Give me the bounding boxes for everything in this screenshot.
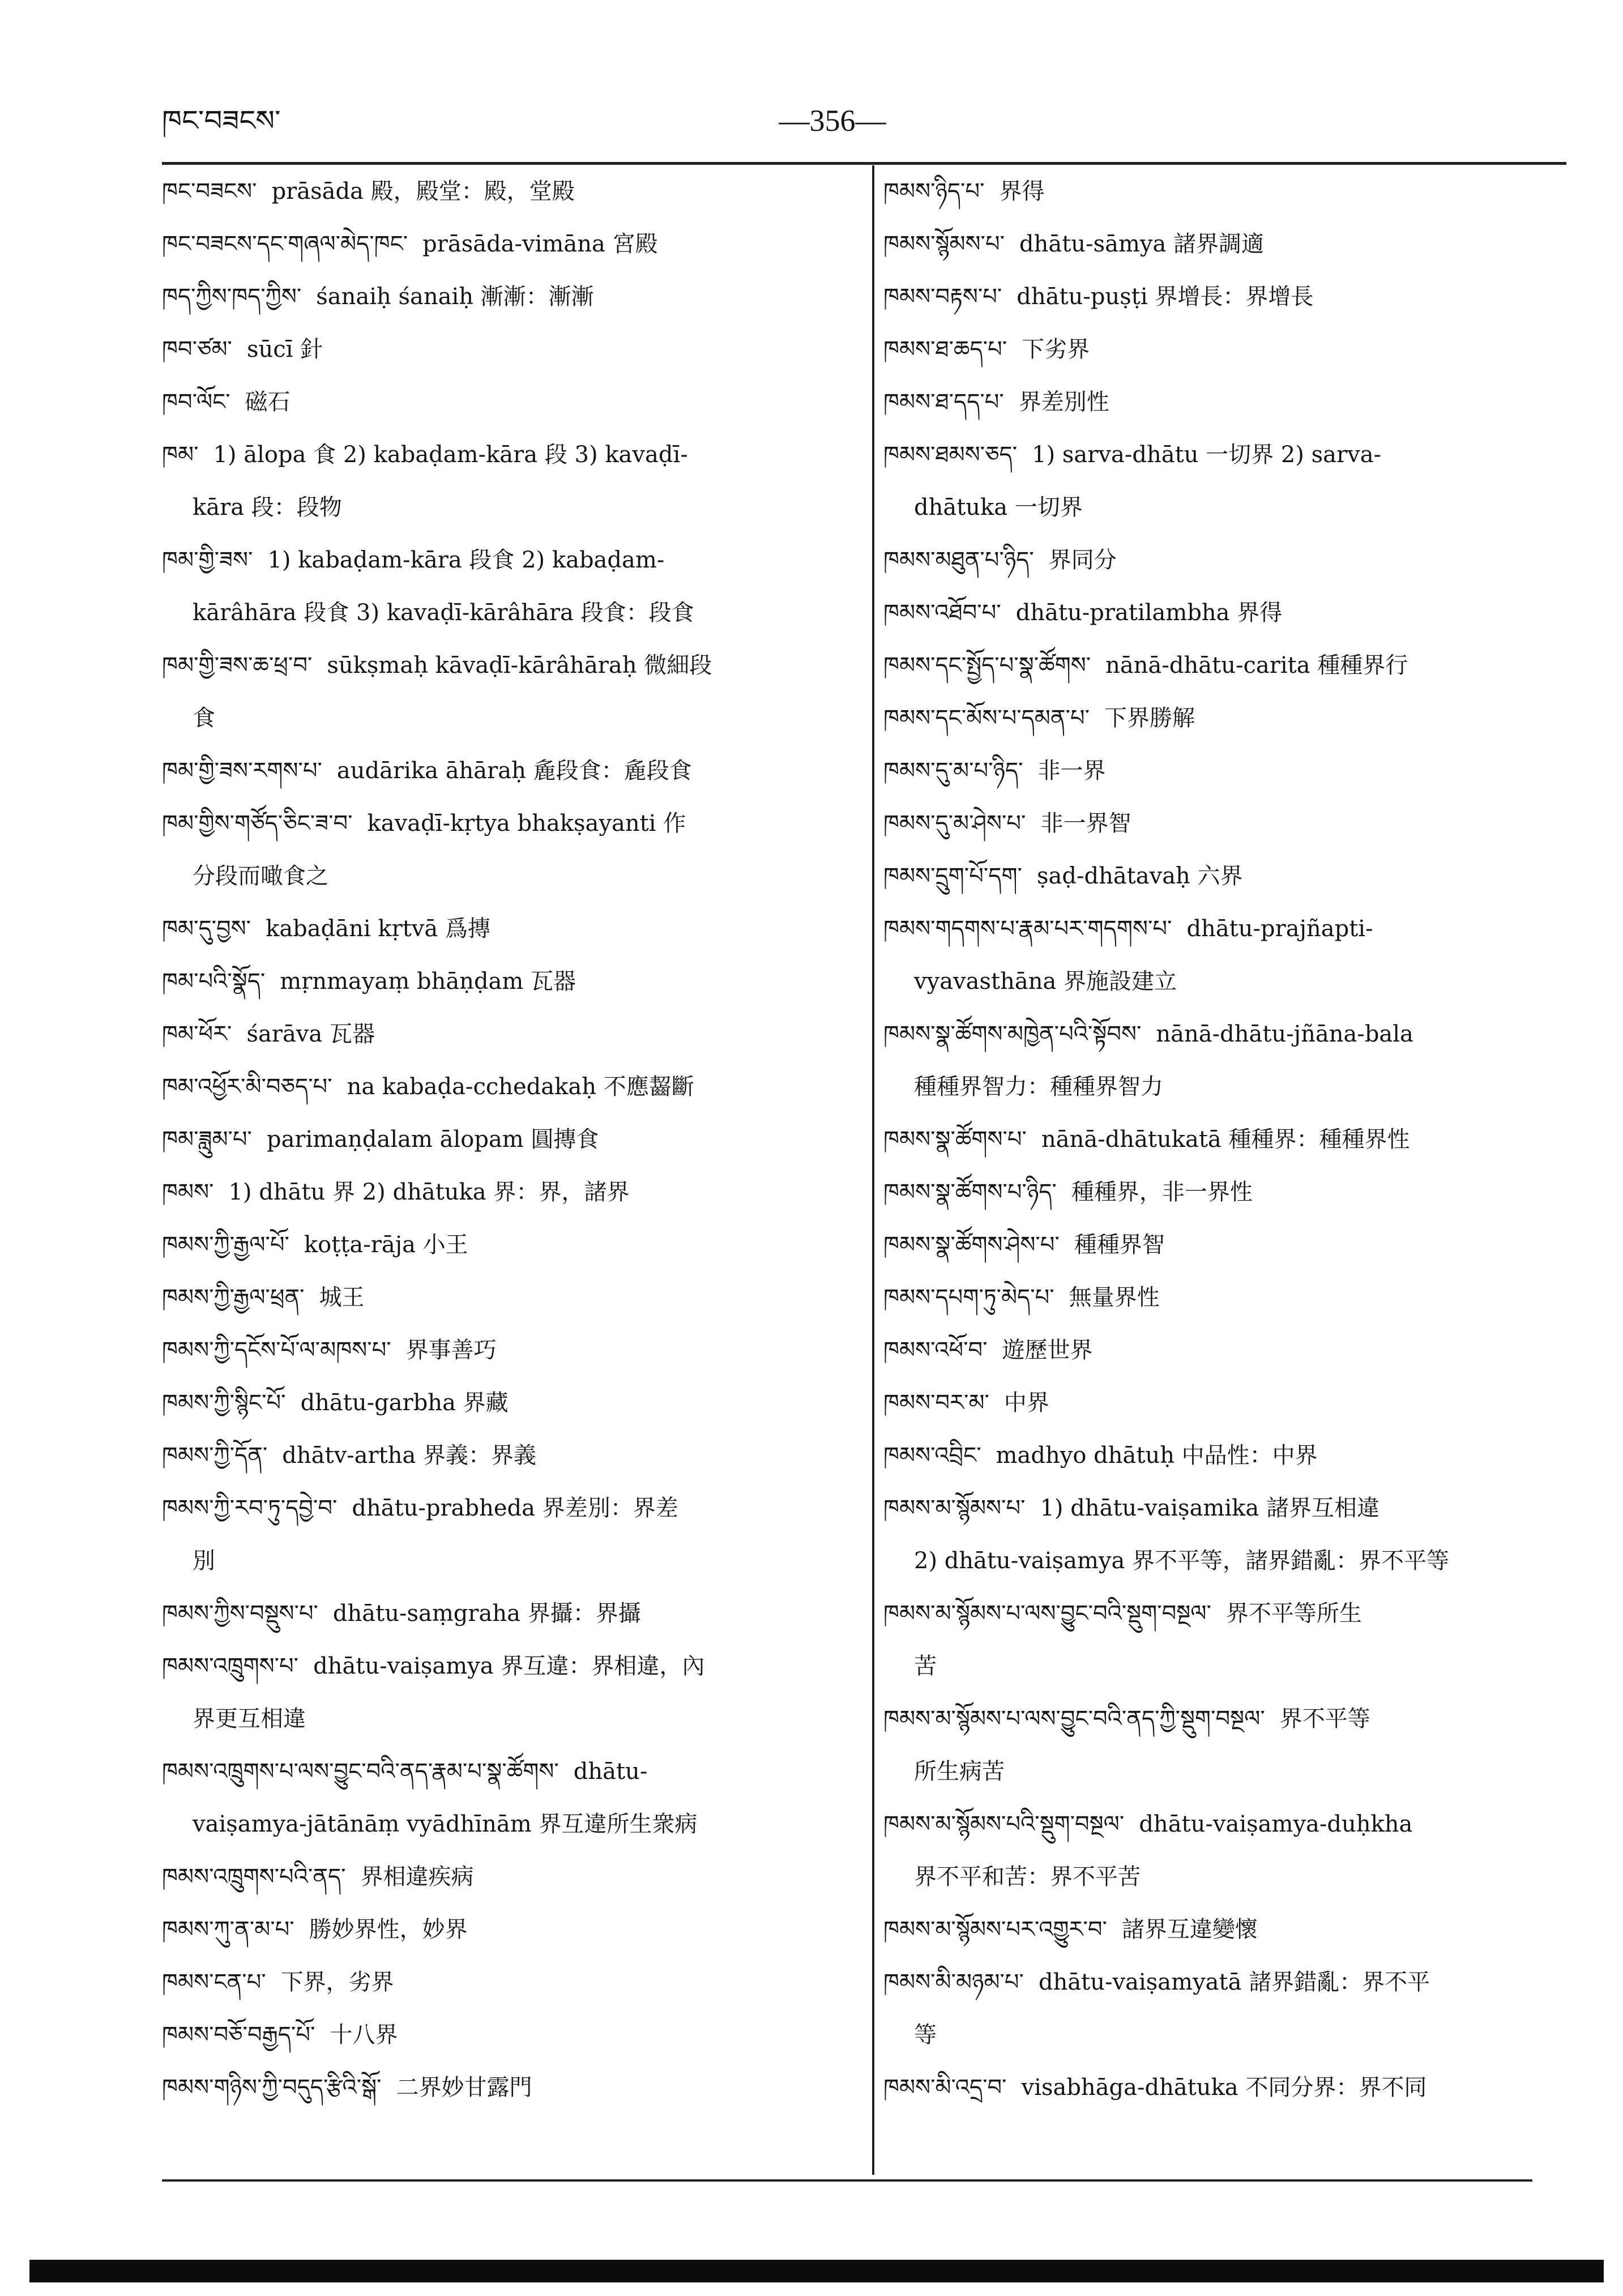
entry-gloss: 界同分 (1048, 547, 1117, 573)
dictionary-entry (883, 1956, 1557, 2009)
tibetan-headword: ཁམས་ངན་པ་ (162, 1969, 266, 1995)
tibetan-headword: ཁམས་འཁྲུགས་པའི་ནད་ (162, 1864, 346, 1890)
dictionary-entry (883, 165, 1557, 218)
entry-continuation-line (162, 1693, 847, 1746)
tibetan-headword: ཁམས་ཀུ་ན་མ་པ་ (162, 1917, 294, 1943)
dictionary-entry (883, 323, 1557, 376)
entry-gloss: sūcī 針 (246, 336, 323, 362)
tibetan-headword: ཁམ་གྱི་ཟས་ (162, 547, 253, 573)
entry-continuation-line (883, 1640, 1557, 1693)
tibetan-headword: ཁམས་མི་འདྲ་བ་ (883, 2075, 1007, 2101)
entry-gloss: ṣaḍ-dhātavaḥ 六界 (1036, 863, 1243, 889)
tibetan-headword: ཁམས་མི་མཉམ་པ་ (883, 1969, 1024, 1995)
dictionary-entry (883, 745, 1557, 797)
dictionary-entry (883, 1904, 1557, 1956)
entry-continuation-line (883, 1535, 1557, 1587)
tibetan-headword: ཁམས་དུ་མ་པ་ཉིད་ (883, 758, 1023, 784)
dictionary-entry (162, 1640, 847, 1693)
tibetan-headword: ཁབ་ཙམ་ (162, 336, 232, 362)
tibetan-headword: ཁམས་འབྲིང་ (883, 1443, 981, 1469)
entry-gloss: 城王 (319, 1284, 365, 1311)
entry-gloss: nānā-dhātu-carita 種種界行 (1105, 652, 1408, 678)
entry-gloss: 苦 (914, 1653, 937, 1679)
entry-gloss: dhātuka 一切界 (914, 494, 1083, 520)
dictionary-entry (883, 1429, 1557, 1482)
dictionary-entry (162, 1166, 847, 1219)
entry-gloss: nānā-dhātukatā 種種界：種種界性 (1041, 1126, 1410, 1153)
entry-gloss: 下界勝解 (1104, 705, 1195, 731)
tibetan-headword: ཁམ་གྱིས་གཙོད་ཅིང་ཟ་བ་ (162, 810, 353, 837)
dictionary-entry (883, 692, 1557, 745)
dictionary-entry (883, 1166, 1557, 1219)
entry-continuation-line (883, 1851, 1557, 1904)
tibetan-headword: ཁམས་དཔག་ཏུ་མེད་པ་ (883, 1284, 1054, 1311)
entry-gloss: 食 (193, 705, 215, 731)
entry-gloss: 界更互相違 (193, 1706, 306, 1732)
dictionary-entry (883, 1271, 1557, 1324)
dictionary-entry (883, 1482, 1557, 1535)
dictionary-entry (883, 376, 1557, 429)
entry-gloss: dhātv-artha 界義：界義 (282, 1443, 537, 1469)
entry-gloss: 2) dhātu-vaiṣamya 界不平等，諸界錯亂：界不平等 (914, 1548, 1450, 1574)
dictionary-entry (883, 903, 1557, 955)
entry-gloss: dhātu-vaiṣamyatā 諸界錯亂：界不平 (1038, 1969, 1430, 1995)
entry-gloss: prāsāda-vimāna 宮殿 (422, 231, 658, 257)
entry-gloss: 非一界智 (1040, 810, 1131, 837)
dictionary-entry (162, 218, 847, 271)
tibetan-headword: ཁམས་འཐོབ་པ་ (883, 600, 1001, 626)
dictionary-entry (883, 2062, 1557, 2114)
tibetan-headword: ཁམས་དུ་མ་ཤེས་པ་ (883, 810, 1026, 837)
dictionary-entry (162, 1219, 847, 1271)
tibetan-headword: ཁམས་ཐམས་ཅད་ (883, 442, 1018, 468)
page-number: —356— (779, 104, 886, 138)
entry-gloss: 1) sarva-dhātu 一切界 2) sarva- (1032, 442, 1382, 468)
tibetan-headword: ཁམས་ཐ་དད་པ་ (883, 389, 1004, 415)
entry-continuation-line (883, 481, 1557, 534)
tibetan-headword: ཁམས་གདགས་པ་རྣམ་པར་གདགས་པ་ (883, 916, 1172, 942)
entry-gloss: 十八界 (330, 2022, 398, 2048)
tibetan-headword: ཁམས་དང་སྤྱོད་པ་སྣ་ཚོགས་ (883, 652, 1091, 678)
tibetan-headword: ཁམ་ཕོར་ (162, 1021, 232, 1047)
dictionary-entry (162, 165, 847, 218)
entry-gloss: 中界 (1003, 1390, 1049, 1416)
dictionary-entry (883, 1113, 1557, 1166)
entry-gloss: kāra 段：段物 (193, 494, 342, 520)
tibetan-headword: ཁམ་ཟླུམ་པ་ (162, 1126, 252, 1153)
right-column (883, 165, 1557, 2114)
tibetan-headword: ཁམ་འཕྱོར་མི་བཅད་པ་ (162, 1074, 332, 1100)
tibetan-headword: ཁམས་ཀྱི་དངོས་པོ་ལ་མཁས་པ་ (162, 1337, 391, 1363)
entry-gloss: visabhāga-dhātuka 不同分界：界不同 (1021, 2075, 1427, 2101)
tibetan-headword: ཁམས་སྣ་ཚོགས་པ་ (883, 1126, 1027, 1153)
dictionary-entry (883, 1008, 1557, 1061)
entry-gloss: dhātu-sāmya 諸界調適 (1019, 231, 1265, 257)
entry-gloss: 勝妙界性，妙界 (309, 1917, 468, 1943)
left-column (162, 165, 847, 2114)
entry-gloss: 磁石 (245, 389, 291, 415)
entry-gloss: 二界妙甘露門 (396, 2075, 532, 2101)
dictionary-entry (162, 1482, 847, 1535)
dictionary-entry (162, 429, 847, 481)
entry-gloss: 種種界，非一界性 (1071, 1179, 1253, 1205)
dictionary-entry (883, 429, 1557, 481)
dictionary-entry (162, 1956, 847, 2009)
dictionary-entry (883, 850, 1557, 903)
entry-gloss: 別 (193, 1548, 215, 1574)
dictionary-entry (883, 1377, 1557, 1429)
entry-continuation-line (162, 1535, 847, 1587)
entry-gloss: vaiṣamya-jātānāṃ vyādhīnām 界互違所生衆病 (193, 1811, 698, 1837)
bottom-rule (162, 2179, 1532, 2182)
entry-gloss: 1) kabaḍam-kāra 段食 2) kabaḍam- (267, 547, 665, 573)
dictionary-entry (883, 271, 1557, 323)
entry-gloss: 界得 (999, 178, 1045, 204)
tibetan-headword: ཁམས་མ་སྙོམས་པ་ལས་བྱུང་བའི་སྡུག་བསྔལ་ (883, 1601, 1211, 1627)
entry-gloss: śanaiḥ śanaiḥ 漸漸：漸漸 (316, 284, 594, 310)
tibetan-headword: ཁད་ཀྱིས་ཁད་ཀྱིས་ (162, 284, 302, 310)
dictionary-entry (162, 534, 847, 587)
entry-gloss: dhātu-vaiṣamya 界互違：界相違，內 (313, 1653, 705, 1679)
entry-gloss: 界事善巧 (405, 1337, 497, 1363)
column-divider (872, 165, 874, 2175)
entry-gloss: kavaḍī-kṛtya bhakṣayanti 作 (367, 810, 686, 837)
entry-continuation-line (883, 2009, 1557, 2062)
entry-gloss: 所生病苦 (914, 1759, 1005, 1785)
dictionary-entry (883, 1587, 1557, 1640)
dictionary-entry (883, 1219, 1557, 1271)
entry-gloss: 下界，劣界 (280, 1969, 394, 1995)
dictionary-entry (883, 218, 1557, 271)
dictionary-entry (162, 376, 847, 429)
entry-gloss: dhātu-pratilambha 界得 (1015, 600, 1283, 626)
tibetan-headword: ཁམས་དང་མོས་པ་དམན་པ་ (883, 705, 1090, 731)
entry-gloss: vyavasthāna 界施設建立 (914, 968, 1177, 995)
tibetan-headword: ཁམས་འཁྲུགས་པ་ལས་བྱུང་བའི་ནད་རྣམ་པ་སྣ་ཚོགས་ (162, 1759, 559, 1785)
tibetan-headword: ཁམས་མཐུན་པ་ཉིད་ (883, 547, 1034, 573)
entry-gloss: 下劣界 (1022, 336, 1090, 362)
dictionary-entry (162, 1904, 847, 1956)
tibetan-headword: ཁམས་མ་སྙོམས་པར་འགྱུར་བ་ (883, 1917, 1107, 1943)
entry-gloss: 非一界 (1037, 758, 1106, 784)
dictionary-entry (162, 1851, 847, 1904)
dictionary-entry (883, 797, 1557, 850)
entry-continuation-line (162, 587, 847, 639)
top-rule (162, 162, 1566, 165)
tibetan-headword: ཁམས་མ་སྙོམས་པ་ (883, 1495, 1026, 1521)
entry-gloss: dhātu-vaiṣamya-duḥkha (1139, 1811, 1413, 1837)
tibetan-headword: ཁམ་དུ་བྱས་ (162, 916, 251, 942)
dictionary-entry (883, 639, 1557, 692)
entry-gloss: mṛnmayaṃ bhāṇḍam 瓦器 (280, 968, 576, 995)
dictionary-entry (162, 745, 847, 797)
dictionary-entry (162, 271, 847, 323)
dictionary-entry (162, 323, 847, 376)
entry-gloss: 界差別性 (1018, 389, 1109, 415)
tibetan-headword: ཁམས་བར་མ་ (883, 1390, 989, 1416)
entry-gloss: 界不平等所生 (1225, 1601, 1362, 1627)
dictionary-entry (162, 1746, 847, 1798)
entry-gloss: 等 (914, 2022, 937, 2048)
dictionary-entry (162, 1061, 847, 1113)
entry-gloss: na kabaḍa-cchedakaḥ 不應齧斷 (347, 1074, 694, 1100)
tibetan-headword: ཁམ་གྱི་ཟས་ཆ་ཕྲ་བ་ (162, 652, 313, 678)
dictionary-entry (162, 1271, 847, 1324)
tibetan-headword: ཁམས་ཀྱི་རྒྱལ་པོ་ (162, 1232, 289, 1258)
entry-gloss: 1) dhātu-vaiṣamika 諸界互相違 (1040, 1495, 1379, 1521)
running-head: ཁང་བཟངས་ (162, 104, 281, 137)
entry-gloss: koṭṭa-rāja 小王 (304, 1232, 468, 1258)
entry-continuation-line (162, 1798, 847, 1851)
tibetan-headword: ཁམས་འཁྲུགས་པ་ (162, 1653, 299, 1679)
tibetan-headword: ཁང་བཟངས་དང་གཞལ་མེད་ཁང་ (162, 231, 408, 257)
tibetan-headword: ཁམས་ཀྱི་དོན་ (162, 1443, 268, 1469)
tibetan-headword: ཁམ་གྱི་ཟས་རགས་པ་ (162, 758, 322, 784)
entry-gloss: kabaḍāni kṛtvā 爲摶 (266, 916, 490, 942)
entry-gloss: 界不平和苦：界不平苦 (914, 1864, 1141, 1890)
tibetan-headword: ཁམས་འཕོ་བ་ (883, 1337, 988, 1363)
dictionary-entry (162, 639, 847, 692)
dictionary-entry (883, 1798, 1557, 1851)
dictionary-entry (162, 1377, 847, 1429)
entry-gloss: dhātu- (573, 1759, 648, 1785)
entry-gloss: 無量界性 (1069, 1284, 1160, 1311)
tibetan-headword: ཁམས་ཀྱི་རྒྱལ་ཕྲན་ (162, 1284, 305, 1311)
tibetan-headword: ཁམས་ཐ་ཆད་པ་ (883, 336, 1007, 362)
tibetan-headword: ཁམས་དྲུག་པོ་དག་ (883, 863, 1022, 889)
tibetan-headword: ཁམ་པའི་སྣོད་ (162, 968, 266, 995)
tibetan-headword: ཁབ་ལོང་ (162, 389, 230, 415)
entry-continuation-line (162, 850, 847, 903)
dictionary-entry (162, 955, 847, 1008)
dictionary-entry (883, 1693, 1557, 1746)
tibetan-headword: ཁམས་སྣ་ཚོགས་མཁྱེན་པའི་སྟོབས་ (883, 1021, 1142, 1047)
entry-continuation-line (883, 955, 1557, 1008)
tibetan-headword: ཁམས་སྣ་ཚོགས་པ་ཉིད་ (883, 1179, 1057, 1205)
entry-gloss: dhātu-saṃgraha 界攝：界攝 (332, 1601, 641, 1627)
entry-gloss: 種種界智力：種種界智力 (914, 1074, 1163, 1100)
entry-gloss: dhātu-garbha 界藏 (300, 1390, 509, 1416)
entry-continuation-line (162, 692, 847, 745)
tibetan-headword: ཁམས་མ་སྙོམས་པའི་སྡུག་བསྔལ་ (883, 1811, 1125, 1837)
entry-continuation-line (883, 1061, 1557, 1113)
dictionary-entry (162, 903, 847, 955)
tibetan-headword: ཁམས་ཉིད་པ་ (883, 178, 985, 204)
dictionary-entry (162, 797, 847, 850)
tibetan-headword: ཁང་བཟངས་ (162, 178, 257, 204)
entry-gloss: kārâhāra 段食 3) kavaḍī-kārâhāra 段食：段食 (193, 600, 694, 626)
dictionary-entry (162, 1429, 847, 1482)
entry-gloss: 諸界互違變懷 (1121, 1917, 1258, 1943)
entry-gloss: parimaṇḍalam ālopam 圓摶食 (266, 1126, 599, 1153)
entry-gloss: 界相違疾病 (360, 1864, 474, 1890)
tibetan-headword: ཁམས་ཀྱི་སྙིང་པོ་ (162, 1390, 286, 1416)
entry-gloss: madhyo dhātuḥ 中品性：中界 (996, 1443, 1318, 1469)
dictionary-entry (883, 587, 1557, 639)
tibetan-headword: ཁམས་ཀྱིས་བསྡུས་པ་ (162, 1601, 318, 1627)
tibetan-headword: ཁམས་མ་སྙོམས་པ་ལས་བྱུང་བའི་ནད་ཀྱི་སྡུག་བསྔལ་ (883, 1706, 1265, 1732)
entry-gloss: dhātu-prabheda 界差別：界差 (352, 1495, 678, 1521)
tibetan-headword: ཁམས་བཅོ་བརྒྱད་པོ་ (162, 2022, 315, 2048)
tibetan-headword: ཁམ་ (162, 442, 199, 468)
entry-gloss: 遊歷世界 (1002, 1337, 1093, 1363)
entry-gloss: 種種界智 (1074, 1232, 1165, 1258)
tibetan-headword: ཁམས་ (162, 1179, 214, 1205)
entry-gloss: nānā-dhātu-jñāna-bala (1156, 1021, 1413, 1047)
tibetan-headword: ཁམས་ཀྱི་རབ་ཏུ་དབྱེ་བ་ (162, 1495, 338, 1521)
dictionary-entry (883, 534, 1557, 587)
entry-gloss: audārika āhāraḥ 麁段食：麁段食 (336, 758, 692, 784)
dictionary-entry (162, 2009, 847, 2062)
dictionary-entry (162, 1008, 847, 1061)
tibetan-headword: ཁམས་གཉིས་ཀྱི་བདུད་རྩིའི་སྒོ་ (162, 2075, 382, 2101)
tibetan-headword: ཁམས་སྣ་ཚོགས་ཤེས་པ་ (883, 1232, 1060, 1258)
tibetan-headword: ཁམས་སྙོམས་པ་ (883, 231, 1005, 257)
entry-continuation-line (883, 1746, 1557, 1798)
entry-gloss: dhātu-puṣṭi 界增長：界增長 (1016, 284, 1314, 310)
dictionary-entry (162, 1587, 847, 1640)
entry-gloss: prāsāda 殿，殿堂：殿，堂殿 (271, 178, 575, 204)
entry-continuation-line (162, 481, 847, 534)
dictionary-entry (162, 2062, 847, 2114)
scan-edge-band (29, 2260, 1604, 2282)
entry-gloss: 界不平等 (1279, 1706, 1370, 1732)
tibetan-headword: ཁམས་བརྟས་པ་ (883, 284, 1002, 310)
dictionary-entry (162, 1324, 847, 1377)
entry-gloss: śarāva 瓦器 (246, 1021, 375, 1047)
entry-gloss: 1) ālopa 食 2) kabaḍam-kāra 段 3) kavaḍī- (213, 442, 688, 468)
entry-gloss: dhātu-prajñapti- (1186, 916, 1373, 942)
dictionary-entry (883, 1324, 1557, 1377)
entry-gloss: 分段而噉食之 (193, 863, 328, 889)
entry-gloss: sūkṣmaḥ kāvaḍī-kārâhāraḥ 微細段 (327, 652, 712, 678)
dictionary-entry (162, 1113, 847, 1166)
entry-gloss: 1) dhātu 界 2) dhātuka 界：界，諸界 (228, 1179, 630, 1205)
